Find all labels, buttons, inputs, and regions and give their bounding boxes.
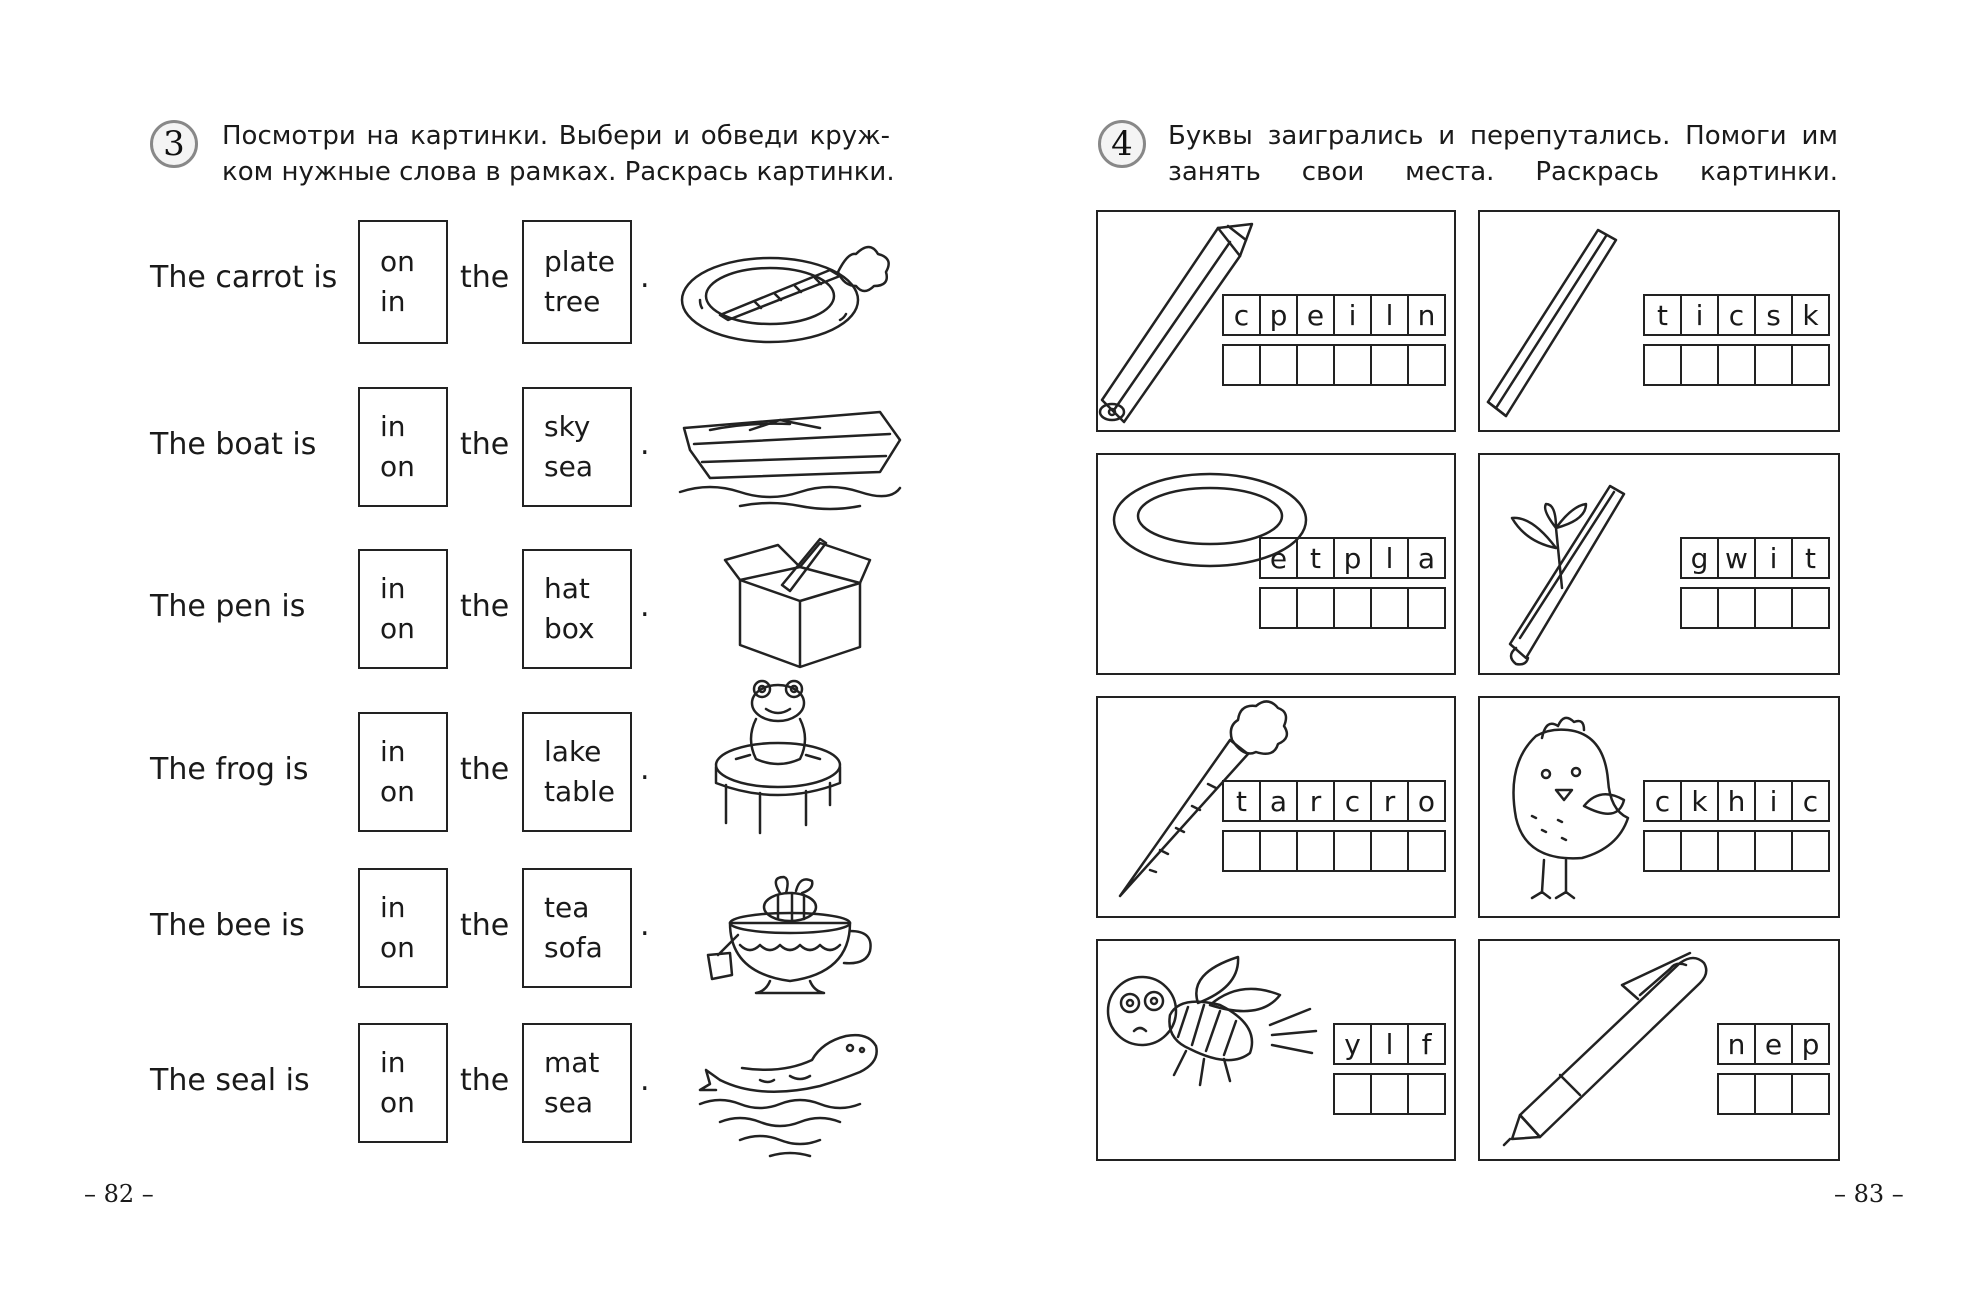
answer-box[interactable] (1791, 346, 1828, 384)
letter-tile: i (1333, 296, 1370, 334)
sentence-end: . (640, 1063, 650, 1098)
answer-boxes[interactable] (1259, 587, 1446, 629)
answer-boxes[interactable] (1643, 830, 1830, 872)
letter-tile: c (1791, 782, 1828, 820)
answer-box[interactable] (1259, 346, 1296, 384)
letter-tile: i (1680, 296, 1717, 334)
answer-box[interactable] (1645, 346, 1680, 384)
preposition-choice-box[interactable] (358, 387, 448, 507)
answer-box[interactable] (1717, 832, 1754, 870)
sentence-start: The boat is (150, 427, 317, 462)
answer-boxes[interactable] (1680, 587, 1830, 629)
instruction-line: Буквы заигрались и перепутались. Помоги им (1168, 121, 1838, 151)
noun-option[interactable]: sky (544, 410, 591, 443)
noun-option[interactable]: table (544, 775, 615, 808)
preposition-choice-box[interactable] (358, 1023, 448, 1143)
answer-box[interactable] (1370, 346, 1407, 384)
sentence-end: . (640, 752, 650, 787)
instruction-line: Посмотри на картинки. Выбери и обведи круж- (222, 121, 890, 151)
answer-box[interactable] (1296, 589, 1333, 627)
letter-tile: o (1407, 782, 1444, 820)
page-number-83: – 83 – (1834, 1180, 1904, 1208)
exercise-4-number: 4 (1098, 120, 1146, 168)
answer-boxes[interactable] (1643, 344, 1830, 386)
connector-word: the (460, 908, 510, 943)
frog-on-table-picture (710, 675, 850, 835)
sentence-start: The bee is (150, 908, 305, 943)
seal-in-sea-picture (700, 1030, 890, 1160)
preposition-option[interactable]: in (380, 891, 406, 924)
preposition-choice-box[interactable] (358, 868, 448, 988)
letter-tile: p (1791, 1025, 1828, 1063)
noun-choice-box[interactable] (522, 712, 632, 832)
noun-option[interactable]: tree (544, 285, 601, 318)
noun-option[interactable]: tea (544, 891, 590, 924)
noun-option[interactable]: plate (544, 245, 615, 278)
letter-tile: c (1654, 784, 1671, 818)
scrambled-letters (1717, 1023, 1830, 1065)
letter-tile: t (1657, 298, 1668, 332)
letter-tile: c (1333, 782, 1370, 820)
noun-option[interactable]: hat (544, 572, 590, 605)
boat-on-water-picture (680, 400, 900, 510)
noun-choice-box[interactable] (522, 549, 632, 669)
letter-tile: n (1727, 1027, 1746, 1061)
answer-box[interactable] (1680, 346, 1717, 384)
answer-box[interactable] (1296, 832, 1333, 870)
answer-box[interactable] (1645, 832, 1680, 870)
pen-picture (1500, 955, 1720, 1140)
letter-tile: l (1370, 1025, 1407, 1063)
preposition-option[interactable]: in (380, 735, 406, 768)
preposition-option[interactable]: on (380, 931, 415, 964)
answer-box[interactable] (1370, 832, 1407, 870)
carrot-on-plate-picture (680, 230, 895, 350)
noun-option[interactable]: sea (544, 450, 593, 483)
letter-tile: l (1370, 539, 1407, 577)
letter-tile: t (1296, 539, 1333, 577)
answer-box[interactable] (1335, 1075, 1370, 1113)
carrot-picture (1120, 700, 1290, 900)
answer-box[interactable] (1333, 832, 1370, 870)
answer-box[interactable] (1717, 589, 1754, 627)
noun-choice-box[interactable] (522, 868, 632, 988)
stick-picture (1488, 230, 1618, 420)
chick-picture (1502, 720, 1632, 905)
exercise-4-instruction (1168, 118, 1838, 190)
sentence-start: The frog is (150, 752, 309, 787)
letter-tile: p (1259, 296, 1296, 334)
plate-picture (1110, 470, 1310, 570)
answer-box[interactable] (1719, 1075, 1754, 1113)
answer-box[interactable] (1333, 589, 1370, 627)
answer-box[interactable] (1791, 589, 1828, 627)
answer-box[interactable] (1261, 589, 1296, 627)
preposition-option[interactable]: on (380, 245, 415, 278)
page-number-82: – 82 – (84, 1180, 154, 1208)
exercise-3-instruction (222, 118, 895, 190)
connector-word: the (460, 427, 510, 462)
letter-tile: k (1791, 296, 1828, 334)
instruction-line: ком нужные слова в рамках. Раскрась картинки. (222, 157, 895, 187)
answer-box[interactable] (1296, 346, 1333, 384)
noun-option[interactable]: sea (544, 1086, 593, 1119)
noun-option[interactable]: mat (544, 1046, 600, 1079)
letter-tile: e (1754, 1025, 1791, 1063)
letter-tile: a (1407, 539, 1444, 577)
sentence-start: The carrot is (150, 260, 338, 295)
answer-boxes[interactable] (1717, 1073, 1830, 1115)
answer-box[interactable] (1370, 1075, 1407, 1113)
letter-tile: f (1407, 1025, 1444, 1063)
scrambled-letters (1643, 294, 1830, 336)
connector-word: the (460, 1063, 510, 1098)
answer-box[interactable] (1717, 346, 1754, 384)
letter-tile: w (1717, 539, 1754, 577)
scrambled-letters (1643, 780, 1830, 822)
letter-tile: r (1370, 782, 1407, 820)
fly-picture (1100, 955, 1330, 1105)
answer-box[interactable] (1754, 1075, 1791, 1113)
answer-box[interactable] (1791, 1075, 1828, 1113)
pencil-picture (1100, 222, 1260, 422)
answer-boxes[interactable] (1333, 1073, 1446, 1115)
preposition-choice-box[interactable] (358, 549, 448, 669)
preposition-choice-box[interactable] (358, 712, 448, 832)
sentence-end: . (640, 427, 650, 462)
preposition-option[interactable]: on (380, 450, 415, 483)
scrambled-letters (1680, 537, 1830, 579)
twig-picture (1500, 468, 1630, 668)
preposition-option[interactable]: in (380, 1046, 406, 1079)
answer-box[interactable] (1791, 832, 1828, 870)
preposition-option[interactable]: in (380, 410, 406, 443)
letter-tile: t (1791, 539, 1828, 577)
letter-tile: l (1370, 296, 1407, 334)
noun-option[interactable]: lake (544, 735, 602, 768)
sentence-end: . (640, 260, 650, 295)
preposition-option[interactable]: on (380, 612, 415, 645)
sentence-end: . (640, 589, 650, 624)
connector-word: the (460, 260, 510, 295)
noun-choice-box[interactable] (522, 220, 632, 344)
noun-option[interactable]: sofa (544, 931, 603, 964)
letter-tile: r (1296, 782, 1333, 820)
preposition-option[interactable]: on (380, 1086, 415, 1119)
letter-tile: c (1717, 296, 1754, 334)
answer-box[interactable] (1682, 589, 1717, 627)
connector-word: the (460, 752, 510, 787)
letter-tile: a (1259, 782, 1296, 820)
letter-tile: c (1233, 298, 1250, 332)
bee-in-tea-picture (700, 875, 890, 1015)
scrambled-letters (1333, 1023, 1446, 1065)
sentence-start: The seal is (150, 1063, 310, 1098)
pen-in-box-picture (720, 535, 870, 670)
letter-tile: e (1296, 296, 1333, 334)
letter-tile: s (1754, 296, 1791, 334)
letter-tile: t (1236, 784, 1247, 818)
answer-box[interactable] (1407, 1075, 1444, 1113)
preposition-choice-box[interactable] (358, 220, 448, 344)
answer-box[interactable] (1370, 589, 1407, 627)
letter-tile: k (1680, 782, 1717, 820)
sentence-end: . (640, 908, 650, 943)
answer-box[interactable] (1407, 589, 1444, 627)
instruction-line: занять свои места. Раскрась картинки. (1168, 157, 1838, 187)
letter-tile: g (1690, 541, 1709, 575)
preposition-option[interactable]: on (380, 775, 415, 808)
letter-tile: i (1754, 782, 1791, 820)
preposition-option[interactable]: in (380, 285, 406, 318)
answer-box[interactable] (1407, 346, 1444, 384)
letter-tile: e (1269, 541, 1288, 575)
answer-box[interactable] (1754, 832, 1791, 870)
letter-tile: i (1754, 539, 1791, 577)
answer-box[interactable] (1754, 346, 1791, 384)
sentence-start: The pen is (150, 589, 306, 624)
noun-option[interactable]: box (544, 612, 595, 645)
letter-tile: y (1344, 1027, 1361, 1061)
answer-box[interactable] (1333, 346, 1370, 384)
letter-tile: h (1717, 782, 1754, 820)
letter-tile: p (1333, 539, 1370, 577)
answer-box[interactable] (1754, 589, 1791, 627)
exercise-3-number: 3 (150, 120, 198, 168)
noun-choice-box[interactable] (522, 1023, 632, 1143)
preposition-option[interactable]: in (380, 572, 406, 605)
noun-choice-box[interactable] (522, 387, 632, 507)
answer-box[interactable] (1680, 832, 1717, 870)
letter-tile: n (1407, 296, 1444, 334)
connector-word: the (460, 589, 510, 624)
answer-box[interactable] (1407, 832, 1444, 870)
